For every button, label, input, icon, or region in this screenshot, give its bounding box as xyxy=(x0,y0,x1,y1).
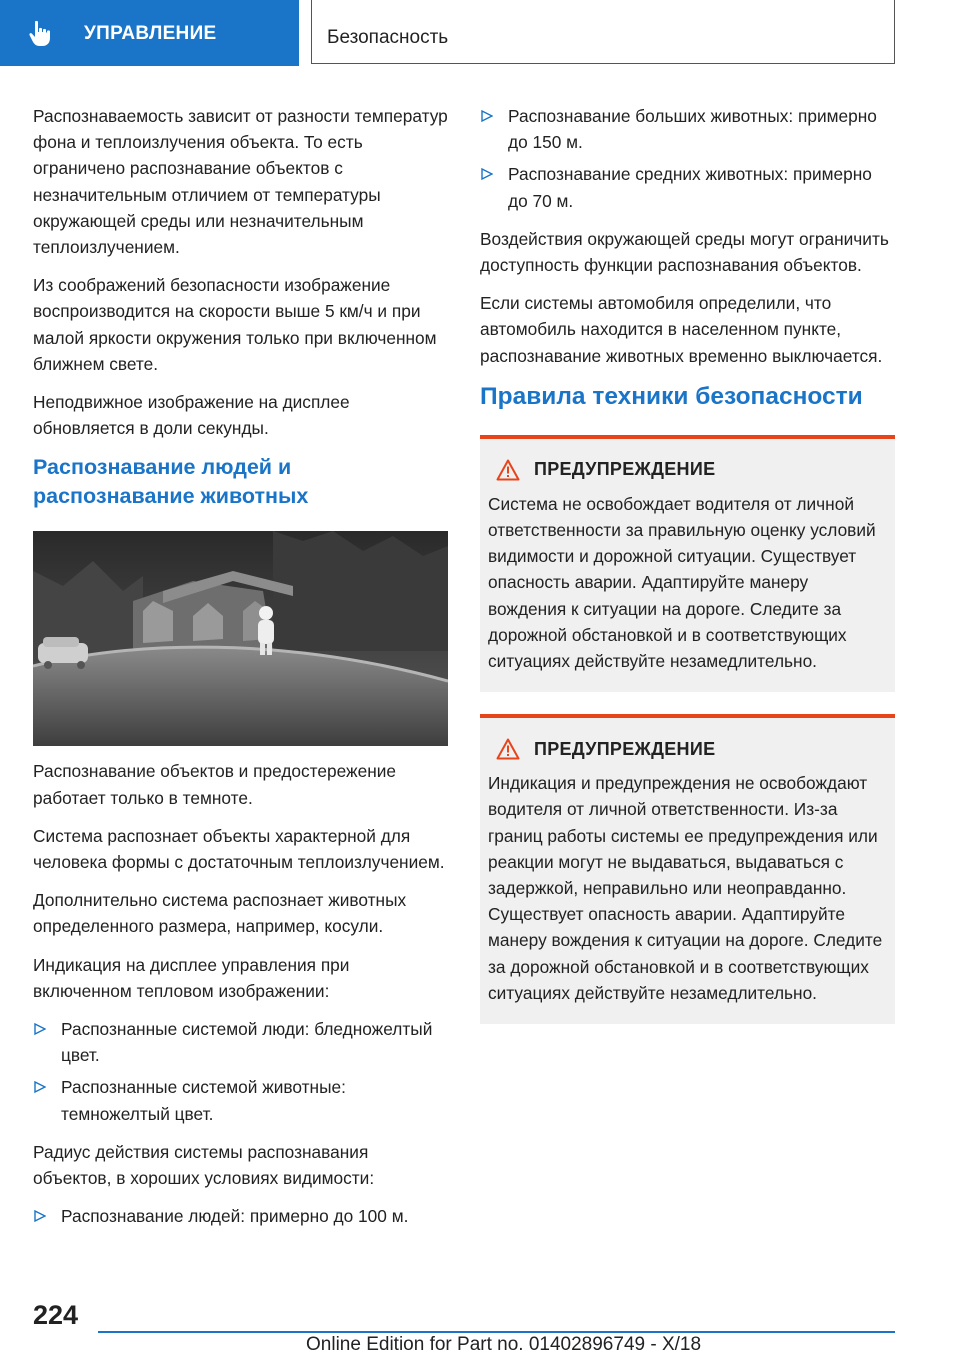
list-item xyxy=(33,1074,448,1126)
warning-triangle-icon xyxy=(496,738,520,760)
footer-divider xyxy=(98,1331,895,1333)
section-heading: Распознавание людей и распознавание животных xyxy=(33,455,309,509)
list-item-text: Распознанные системой животные: темножелтый цвет. xyxy=(61,1077,346,1124)
footer-edition: Online Edition for Part no. 01402896749 - X/18 xyxy=(306,1334,702,1355)
paragraph: Радиус действия системы распознавания объектов, в хороших условиях видимости: xyxy=(33,1141,375,1189)
paragraph: Воздействия окружающей среды могут ограничить доступность функции распознавания объектов. xyxy=(480,228,889,276)
list-item-text: Распознанные системой люди: бледножелтый цвет. xyxy=(61,1019,433,1066)
list-item-text: Распознавание больших животных: примерно до 150 м. xyxy=(508,106,877,153)
warning-box xyxy=(480,435,895,692)
right-column xyxy=(480,103,895,1046)
left-column xyxy=(33,103,448,1241)
triangle-bullet-icon xyxy=(34,1081,46,1093)
bullet-list xyxy=(33,1016,448,1127)
list-item xyxy=(480,161,895,213)
warning-title xyxy=(488,459,887,481)
paragraph: Распознавание объектов и предостережение работает только в темноте. xyxy=(33,761,397,808)
paragraph: Неподвижное изображение на дисплее обновляется в доли секунды. xyxy=(33,392,350,439)
warning-label: ПРЕДУПРЕЖДЕНИЕ xyxy=(534,738,716,759)
night-vision-image xyxy=(33,531,448,746)
section-header xyxy=(0,0,299,66)
triangle-bullet-icon xyxy=(481,168,493,180)
paragraph: Система распознает объекты характерной для человека формы с достаточным теплоизлучением. xyxy=(33,825,445,873)
section-label: УПРАВЛЕНИЕ xyxy=(84,23,217,44)
hand-pointer-icon xyxy=(26,18,56,48)
triangle-bullet-icon xyxy=(34,1210,46,1222)
warning-text: Система не освобождает водителя от личной ответственности за правильную оценку условий видимости и дорожной ситуации. Существует опасность аварии. Адаптируйте манеру вождения к ситуации на дороге. Следите за дорожной обстановкой и в соответствующих ситуациях действуйте незамедлительно. xyxy=(488,493,876,672)
triangle-bullet-icon xyxy=(481,110,493,122)
paragraph: Дополнительно система распознает животных определенного размера, например, косули. xyxy=(33,890,407,937)
page-number: 224 xyxy=(33,1300,79,1330)
bullet-list xyxy=(33,1203,448,1229)
paragraph: Из соображений безопасности изображение воспроизводится на скорости выше 5 км/ч и при малой яркости окружения только при включенном ближнем свете. xyxy=(33,275,437,374)
paragraph: Распознаваемость зависит от разности температур фона и теплоизлучения объекта. То есть ограничено распознавание объектов с незначительным отличием от температуры окружающей среды или незначительным теплоизлучением. xyxy=(33,106,448,258)
paragraph: Если системы автомобиля определили, что автомобиль находится в населенном пункте, распознавание животных временно выключается. xyxy=(480,293,883,366)
warning-label: ПРЕДУПРЕЖДЕНИЕ xyxy=(534,459,716,480)
warning-text: Индикация и предупреждения не освобождают водителя от личной ответственности. Из-за границ работы системы ее предупреждения или реакции могут не выдаваться, выдаваться с задержкой, неправильно или неоправданно. Существует опасность аварии. Адаптируйте манеру вождения к ситуации на дороге. Следите за дорожной обстановкой и в соответствующих ситуациях действуйте незамедлительно. xyxy=(488,773,883,1003)
chapter-label: Безопасность xyxy=(327,27,449,48)
list-item xyxy=(480,103,895,155)
triangle-bullet-icon xyxy=(34,1023,46,1035)
list-item-text: Распознавание средних животных: примерно до 70 м. xyxy=(508,164,872,211)
paragraph: Индикация на дисплее управления при включенном тепловом изображении: xyxy=(33,954,350,1001)
chapter-header xyxy=(311,0,895,64)
warning-box xyxy=(480,714,895,1024)
section-title: Правила техники безопасности xyxy=(480,382,863,410)
warning-title xyxy=(488,738,887,760)
bullet-list xyxy=(480,103,895,214)
list-item xyxy=(33,1203,448,1229)
warning-triangle-icon xyxy=(496,459,520,481)
list-item-text: Распознавание людей: примерно до 100 м. xyxy=(61,1206,409,1227)
list-item xyxy=(33,1016,448,1068)
